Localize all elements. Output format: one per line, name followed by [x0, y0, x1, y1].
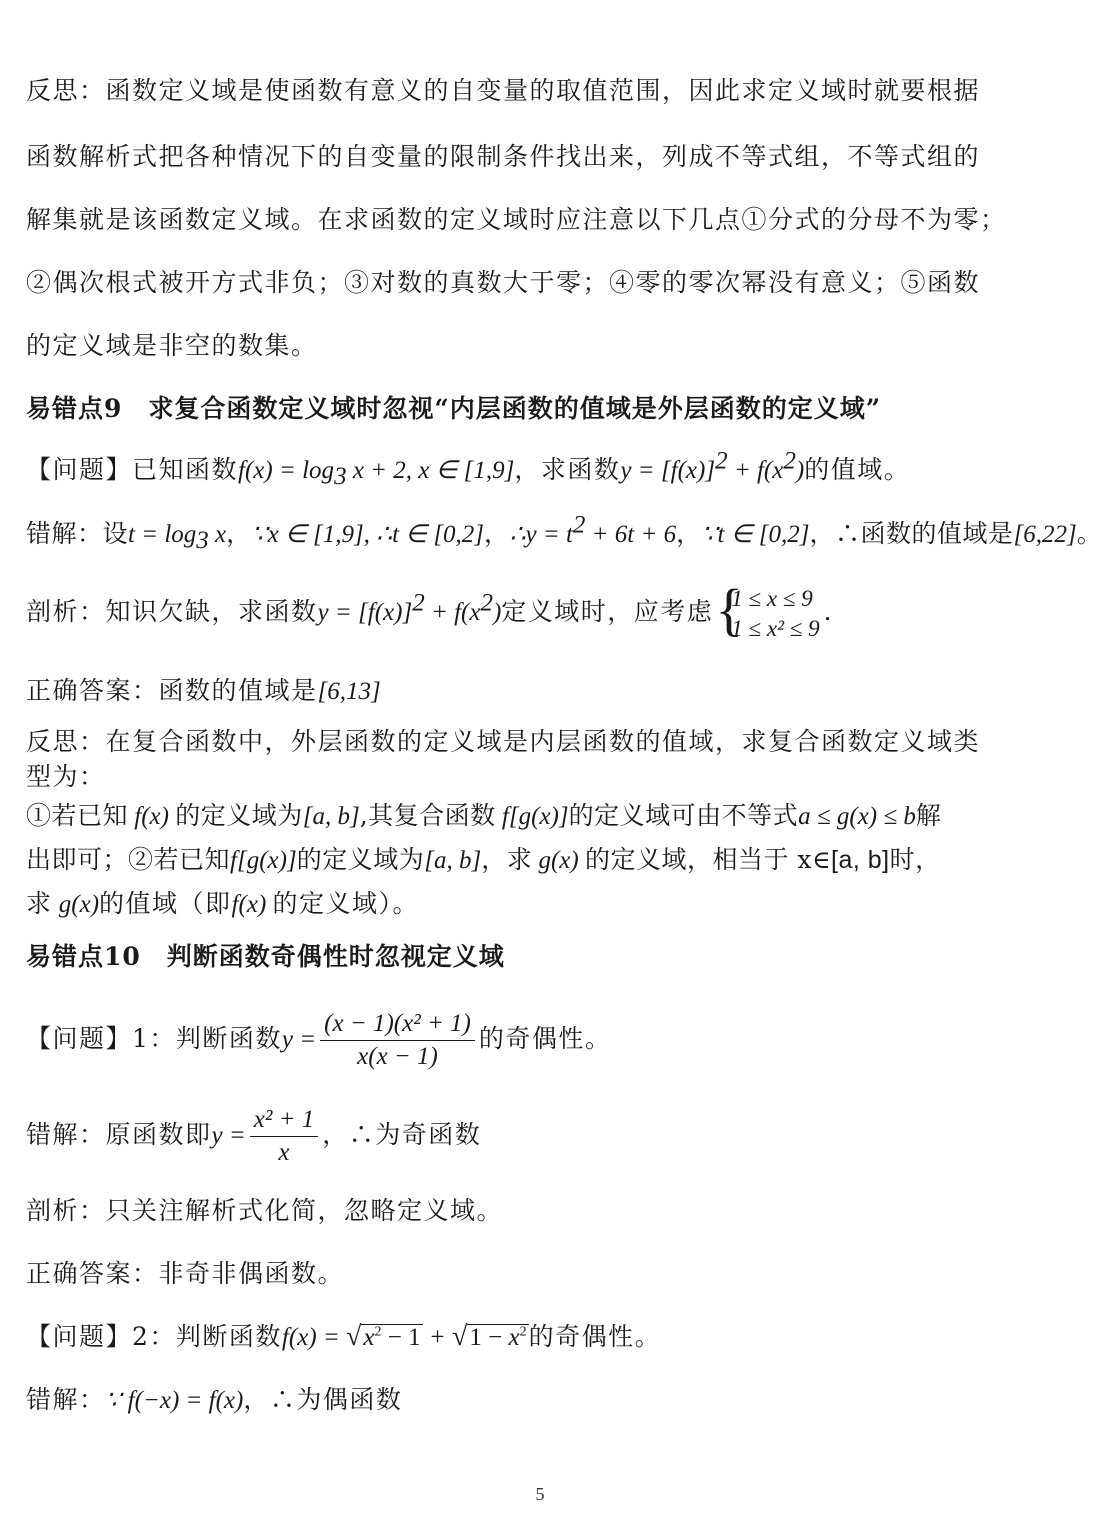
reflect-5b: 的值域（即	[99, 889, 232, 918]
analysis-mid: 定义域时，应考虑	[501, 597, 714, 626]
w1-end: ，∴为奇函数	[322, 1120, 482, 1149]
reflection-line-5: 的定义域是非空的数集。	[26, 331, 318, 360]
wrong-sep-1: ，	[226, 519, 252, 548]
answer-label: 正确答案：函数的值域是	[26, 676, 318, 705]
analysis-end: .	[823, 597, 834, 626]
q1-fraction: $\frac{\text{(x − 1)(x² + 1)}}{x(x - 1)}$	[320, 1010, 475, 1071]
reflect-4b: 的定义域为	[296, 845, 425, 874]
wrong-sep-2: ，	[484, 519, 510, 548]
section-10-answer-1: 正确答案：非奇非偶函数。	[26, 1259, 345, 1288]
w2-label: 错解：	[26, 1385, 106, 1414]
problem-function-formula: f	[238, 457, 245, 484]
reflect-4a: 出即可；②若已知	[26, 845, 231, 874]
section-9-reflection-line-2: 型为：	[26, 762, 106, 791]
wrong-range: [6,22]	[1013, 521, 1077, 548]
reflect-4e: [a, b]	[831, 846, 890, 874]
analysis-label: 剖析：知识欠缺，求函数	[26, 597, 318, 626]
reflection-line-3: 解集就是该函数定义域。在求函数的定义域时应注意以下几点①分式的分母不为零；	[26, 205, 1007, 234]
section-10-problem-2: 【问题】2：判断函数$f(x) = √x^2 - 1 + √1 - x^2$的奇偶性。	[26, 1321, 662, 1352]
section-9-wrong-solution: 错解：设$t = \log_3 x$，∵x ∈ [1,9], ∴t ∈ [0,2]，∴y = $t^2 + 6t + 6$，∵t ∈ [0,2]，∴函数的值域是[6,22]。	[26, 511, 1102, 554]
q1-label: 【问题】1：判断函数	[26, 1024, 282, 1053]
reflect-5a: 求	[26, 889, 53, 918]
q2-end: 的奇偶性。	[528, 1322, 662, 1351]
wrong-result: ，∴函数的值域是	[809, 519, 1014, 548]
wrong-end: 。	[1076, 519, 1102, 548]
q2-label: 【问题】2：判断函数	[26, 1322, 282, 1351]
reflect-3a: ①若已知	[26, 801, 129, 830]
answer-range: [6,13]	[317, 678, 381, 705]
wrong-sep-3: ，	[676, 519, 702, 548]
section-9-analysis: 剖析：知识欠缺，求函数$y = [f(x)]^2 + f(x^2)$定义域时，应考虑 { 1 ≤ x ≤ 9 1 ≤ x² ≤ 9 .	[26, 576, 834, 642]
w1-fraction: $\frac{\text{x² + 1}}{x}$	[250, 1106, 318, 1167]
problem-label: 【问题】已知函数	[26, 455, 239, 484]
reflect-4f: 时，	[889, 845, 941, 874]
section-9-answer	[26, 674, 1056, 709]
reflection-line-4: ②偶次根式被开方式非负；③对数的真数大于零；④零的零次幂没有意义；⑤函数	[26, 268, 981, 297]
section-9-reflection-line-1: 反思：在复合函数中，外层函数的定义域是内层函数的值域，求复合函数定义域类	[26, 727, 981, 756]
reflect-3e: 解	[915, 801, 942, 830]
section-10-wrong-1: 错解：原函数即y = $\frac{\text{x² + 1}}{x}$ ，∴为奇函数	[26, 1106, 482, 1166]
q1-end: 的奇偶性。	[478, 1024, 612, 1053]
w1-label: 错解：原函数即	[26, 1120, 212, 1149]
section-10-analysis-1: 剖析：只关注解析式化简，忽略定义域。	[26, 1196, 504, 1225]
section-10-wrong-2: 错解：∵ f(−x) = f(x)，∴为偶函数	[26, 1385, 403, 1414]
section-9-reflection-line-5: 求 g(x)的值域（即f(x) 的定义域）。	[26, 889, 420, 918]
w2-end: ，∴为偶函数	[243, 1385, 403, 1414]
section-9-heading: 易错点9 求复合函数定义域时忽视“内层函数的值域是外层函数的定义域”	[26, 394, 882, 423]
wrong-label: 错解：设	[26, 519, 129, 548]
reflect-4d: 的定义域，相当于 x∈	[584, 845, 832, 874]
section-10-heading: 易错点10 判断函数奇偶性时忽视定义域	[26, 942, 505, 971]
page-number: 5	[535, 1484, 545, 1504]
problem-mid: ，求函数	[514, 455, 621, 484]
reflect-5c: 的定义域）。	[272, 889, 420, 918]
section-9-reflection-line-3: ①若已知 f(x) 的定义域为[a, b],其复合函数 f[g(x)]的定义域可由不等式a ≤ g(x) ≤ b解	[26, 801, 942, 830]
section-10-problem-1: 【问题】1：判断函数y = $\frac{\text{(x − 1)(x² + 1)}}{x(x - 1)}$ 的奇偶性。	[26, 1010, 612, 1070]
reflect-3b: 的定义域为	[175, 801, 303, 830]
section-9-reflection-line-4: 出即可；②若已知f[g(x)]的定义域为[a, b]，求 g(x) 的定义域，相当于 x∈[a, b]时，	[26, 845, 941, 874]
reflect-3d: 的定义域可由不等式	[568, 801, 799, 830]
reflection-line-1: 反思：函数定义域是使函数有意义的自变量的取值范围，因此求定义域时就要根据	[26, 76, 981, 105]
reflect-4c: ，求	[481, 845, 533, 874]
inequality-system: { 1 ≤ x ≤ 9 1 ≤ x² ≤ 9	[715, 576, 820, 642]
problem-end: 的值域。	[804, 455, 911, 484]
reflect-3c: ,其复合函数	[359, 801, 496, 830]
section-9-problem: 【问题】已知函数$f(x) = \log_3 x + 2$, x ∈ [1,9]，求函数$y = [f(x)]^2 + f(x^2)$的值域。	[26, 447, 911, 490]
reflection-line-2: 函数解析式把各种情况下的自变量的限制条件找出来，列成不等式组，不等式组的	[26, 142, 981, 171]
